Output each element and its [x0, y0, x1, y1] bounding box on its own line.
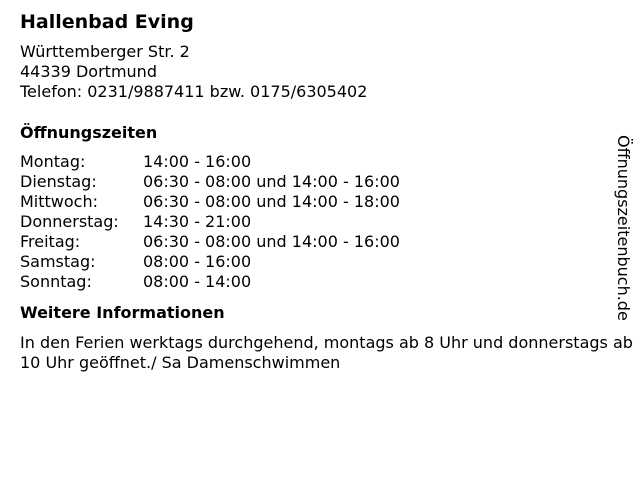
site-watermark [613, 135, 635, 363]
watermark-text: Öffnungszeitenbuch.de [614, 135, 633, 321]
time-range: 06:30 - 08:00 und 14:00 - 16:00 [143, 232, 400, 251]
hours-row-friday [20, 232, 620, 252]
postal-city: 44339 Dortmund [20, 62, 157, 81]
hours-row-monday [20, 152, 620, 172]
time-range: 06:30 - 08:00 und 14:00 - 18:00 [143, 192, 400, 211]
time-range: 14:30 - 21:00 [143, 212, 252, 231]
day-label: Montag: [20, 152, 86, 171]
day-label: Samstag: [20, 252, 96, 271]
place-name: Hallenbad Eving [20, 11, 194, 33]
address-block [20, 42, 620, 102]
time-range: 06:30 - 08:00 und 14:00 - 16:00 [143, 172, 400, 191]
day-label: Mittwoch: [20, 192, 98, 211]
hours-row-sunday [20, 272, 620, 292]
hours-row-saturday [20, 252, 620, 272]
time-range: 08:00 - 14:00 [143, 272, 252, 291]
hours-row-thursday [20, 212, 620, 232]
time-range: 08:00 - 16:00 [143, 252, 252, 271]
street-address: Württemberger Str. 2 [20, 42, 190, 61]
hours-row-tuesday [20, 172, 620, 192]
day-label: Sonntag: [20, 272, 92, 291]
opening-hours-table [20, 152, 620, 292]
watermark-svg [613, 135, 635, 363]
time-range: 14:00 - 16:00 [143, 152, 252, 171]
day-label: Dienstag: [20, 172, 97, 191]
day-label: Donnerstag: [20, 212, 119, 231]
day-label: Freitag: [20, 232, 81, 251]
hours-row-wednesday [20, 192, 620, 212]
further-info-heading: Weitere Informationen [20, 303, 225, 322]
further-info-text: In den Ferien werktags durchgehend, montags ab 8 Uhr und donnerstags ab 10 Uhr geöffnet./ Sa Damenschwimmen [20, 333, 633, 372]
opening-hours-heading: Öffnungszeiten [20, 123, 158, 142]
phone-number: Telefon: 0231/9887411 bzw. 0175/6305402 [20, 82, 368, 101]
